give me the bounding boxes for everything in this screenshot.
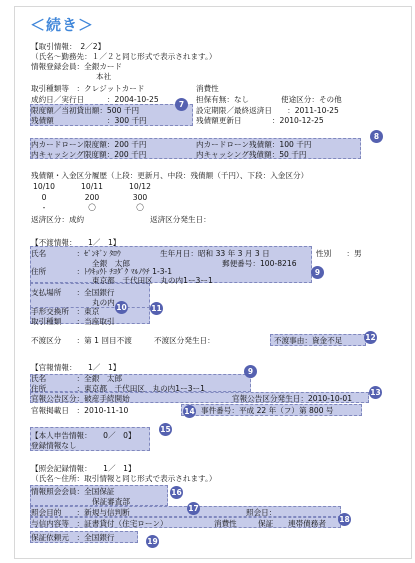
repay-kind: 返済区分：成約 [31,215,85,224]
furyo-address-kanji: 東京都 千代田区 丸の内1ー3ー1 [92,276,213,285]
marker-badge: 13 [370,388,381,397]
history-month: 10/11 [81,182,103,191]
torihiki-note: （氏名～勤務先：１／２と同じ形式で表示されます。） [31,52,217,61]
history-amount: 200 [84,193,100,202]
marker-badge: 14 [184,407,195,416]
torihiki-limit-card: 内カードローン限度額：200 千円 [31,140,147,149]
torihiki-contract-date: 成約日／実行日 ：2004-10-25 [31,95,159,104]
marker-badge: 16 [171,488,182,497]
repay-date: 返済区分発生日： [150,215,211,224]
torihiki-limit: 限度額／当初貸出額：500 千円 [31,106,140,115]
shokai-member-dept: 保証審査部 [92,497,130,506]
shokai-content: 与信内容等 ：証書貸付（住宅ローン） [31,519,168,528]
history-status: - [42,203,46,212]
honnin-header: 【本人申告情報： 0／ 0】 [31,431,136,440]
marker-badge: 9 [244,365,257,378]
torihiki-balance-card: 内カードローン残債額：100 千円 [196,140,312,149]
history-month: 10/10 [33,182,55,191]
kanpo-header: 【官報情報： 1／ 1】 [31,363,121,372]
kanpo-case-no: 事件番号：平成 22 年（フ）第 800 号 [201,406,334,415]
history-status: 〇 [88,203,96,212]
history-amount: 300 [132,193,148,202]
torihiki-consumer: 消費性 [196,84,219,93]
marker-badge: 11 [151,304,162,313]
shokai-note: （氏名～住所：取引情報と同じ形式で表示されます。） [31,474,217,483]
shokai-member: 情報照会会員：全国保証 [31,487,115,496]
shokai-date: 照会日： [246,508,277,517]
history-header: 残債額・入金区分履歴（上段：更新月、中段：残債額（千円）、下段：入金区分） [31,171,309,180]
history-amount: 0 [41,193,47,202]
marker-badge: 17 [188,504,199,513]
furyo-pay-place: 支払場所 ：全国銀行 [31,288,115,297]
torihiki-header: 【取引情報： 2／2】 [31,42,106,51]
shokai-joint: 連帯債務者 [288,519,326,528]
furyo-trade-kind: 取引種類 ：当座取引 [31,317,115,326]
torihiki-use-kind: 使途区分：その他 [281,95,342,104]
torihiki-guarantor: 担保有無：なし [196,95,250,104]
marker-badge: 18 [339,515,350,524]
furyo-pay-branch: 丸の内 [92,298,115,307]
furyo-exchange: 手形交換所 ：東京 [31,307,100,316]
torihiki-limit-cash: 内キャッシング限度額：200 千円 [31,150,147,159]
shokai-header: 【照会記録情報： 1／ 1】 [31,464,136,473]
furyo-name-kanji: 全銀 太郎 [92,259,130,268]
shokai-company: 保証依頼元 ：全国銀行 [31,533,115,542]
honnin-none: 登録情報なし [31,441,77,450]
history-month: 10/12 [129,182,151,191]
marker-badge: 19 [147,537,158,546]
torihiki-balance-cash: 内キャッシング残債額：50 千円 [196,150,307,159]
marker-badge: 9 [311,266,324,279]
furyo-reason: 不渡事由：資金不足 [274,336,343,345]
furyo-dishonor-date: 不渡区分発生日： [154,336,215,345]
shokai-purpose: 照会目的 ：新規与信判断 [31,508,130,517]
torihiki-due: 設定期限／最終返済日 ：2011-10-25 [196,106,339,115]
kanpo-address: 住所 ：東京都 千代田区 丸の内1ー3ー1 [31,384,205,393]
furyo-birth: 生年月日：昭和 33 年 3 月 3 日 [160,249,270,258]
marker-badge: 8 [370,130,383,143]
torihiki-kind: 取引種類等 ：クレジットカード [31,84,145,93]
kanpo-kubun: 官報公告区分：破産手続開始 [31,394,130,403]
shokai-consumer: 消費性 [214,519,237,528]
page-title: ＜続き＞ [30,16,95,34]
marker-badge: 7 [175,98,188,111]
furyo-address: 住所 ：ﾄｳｷｮｳﾄ ﾁﾖﾀﾞｸ ﾏﾙﾉｳﾁ 1-3-1 [31,267,173,276]
torihiki-balance: 残債額 ：300 千円 [31,116,147,125]
marker-badge: 10 [116,303,127,312]
furyo-dishonor: 不渡区分 ：第 1 回目不渡 [31,336,132,345]
torihiki-member-branch: 本社 [96,72,112,81]
kanpo-name: 氏名 ：全銀 太郎 [31,374,123,383]
history-status: 〇 [136,203,144,212]
shokai-guarantee: 保証 [258,519,274,528]
marker-badge: 15 [160,425,171,434]
marker-badge: 12 [365,333,376,342]
kanpo-kubun-date: 官報公告区分発生日：2010-10-01 [232,394,353,403]
torihiki-member: 情報登録会員：全銀カード [31,62,123,71]
furyo-gender: 性別 ：男 [316,249,362,258]
furyo-header: 【不渡情報： 1／ 1】 [31,238,121,247]
kanpo-pub-date: 官報掲載日 ：2010-11-10 [31,406,129,415]
torihiki-balance-update: 残債額更新日 ：2010-12-25 [196,116,324,125]
furyo-name: 氏名 ：ｾﾞﾝｷﾞﾝ ﾀﾛｳ [31,249,121,258]
furyo-postal: 郵便番号：100-8216 [222,259,297,268]
